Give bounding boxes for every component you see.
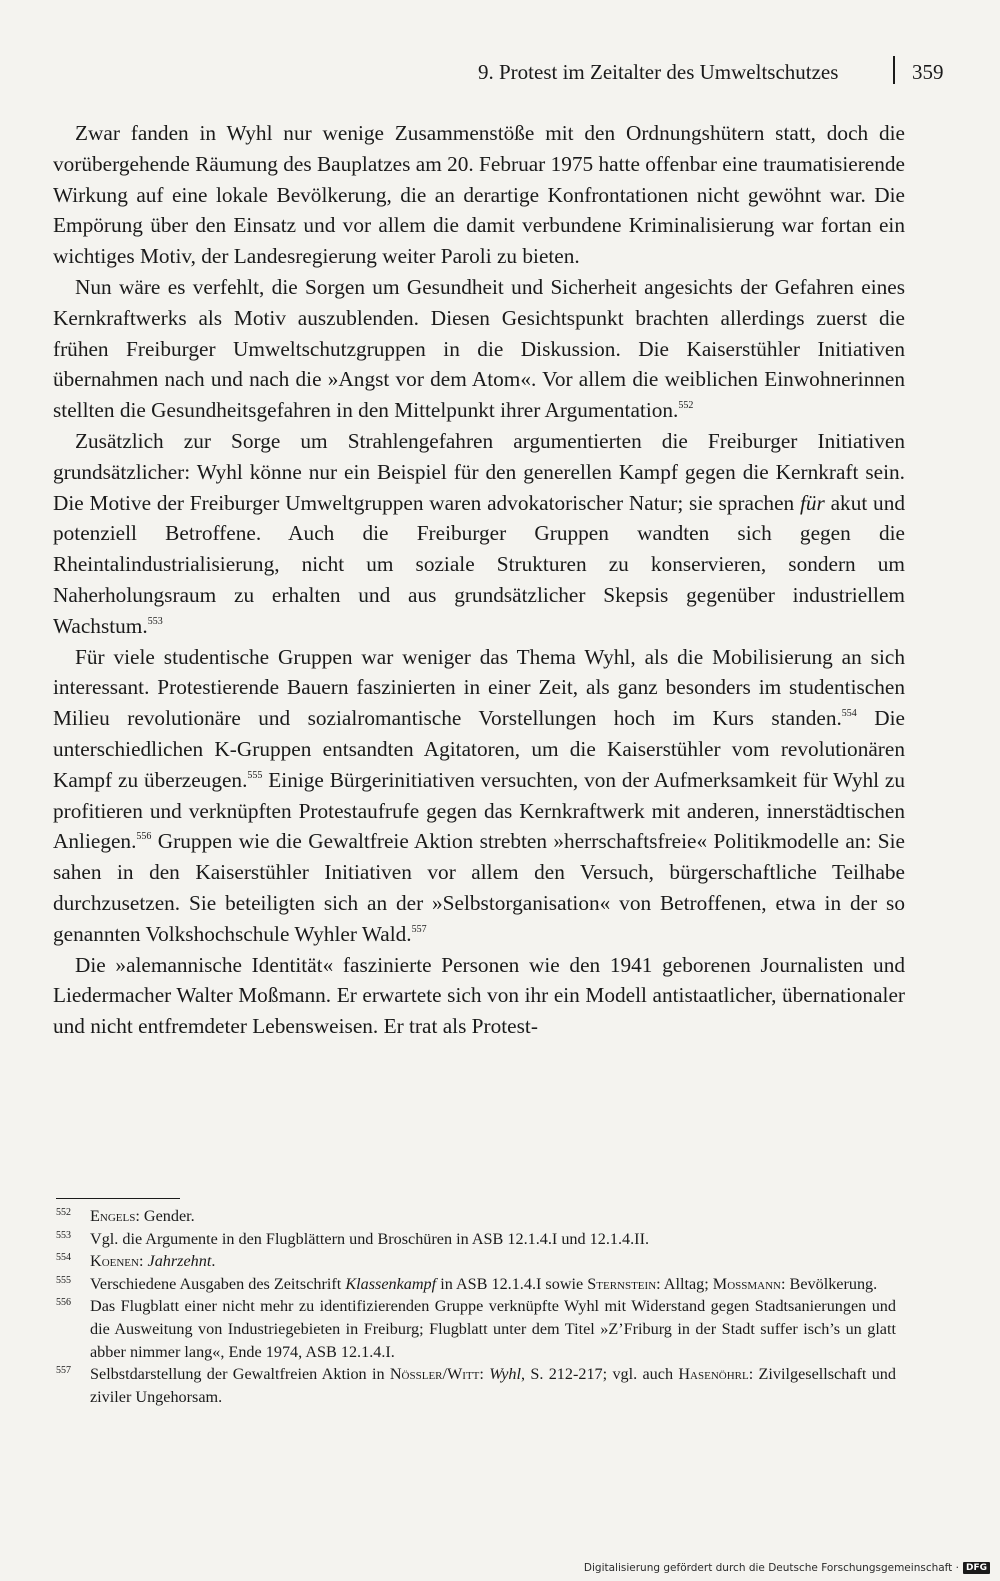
footnote-text: : Alltag; [656, 1274, 713, 1293]
paragraph-5 [53, 950, 905, 1042]
paragraph-1-text: Zwar fanden in Wyhl nur wenige Zusammenstöße mit den Ordnungshütern statt, doch die vorübergehende Räumung des Bauplatzes am 20. Februar 1975 hatte offenbar eine traumatisierende Wirkung auf eine lokale Bevölkerung, die an derartige Konfrontationen nicht gewöhnt war. Die Empörung über den Einsatz und vor allem die damit verbundene Kriminalisierung war fortan ein wichtiges Motiv, der Landesregierung weiter Paroli zu bieten. [53, 121, 905, 269]
footnote-ref-553[interactable]: 553 [147, 615, 163, 627]
footnote-text: Vgl. die Argumente in den Flugblättern und Broschüren in ASB 12.1.4.I und 12.1.4.II. [90, 1229, 650, 1248]
footnote-552 [56, 1205, 896, 1228]
footnote-text: : Zivilgesellschaft und ziviler Ungehorsam. [90, 1365, 896, 1406]
paragraph-5-text: Die »alemannische Identität« faszinierte Personen wie den 1941 geborenen Journalisten und Liedermacher Walter Moßmann. Er erwartete sich von ihr ein Modell antistaatlicher, übernationaler und nicht entfremdeter Lebensweisen. Er trat als Protest- [53, 952, 905, 1039]
paragraph-4-text-a: Für viele studentische Gruppen war weniger das Thema Wyhl, als die Mobilisierung an sich interessant. Protestierende Bauern faszinierten in einer Zeit, als ganz besonders im studentischen Milieu revolutionäre und sozialromantische Vorstellungen hoch im Kurs standen. [53, 644, 905, 731]
footnote-ref-554[interactable]: 554 [841, 708, 857, 720]
digitization-footer [584, 1561, 990, 1575]
author-name: Sternstein [587, 1274, 657, 1293]
paragraph-4-text-c: Einige Bürgerinitiativen versuchten, von der Aufmerksamkeit für Wyhl zu profitieren und verknüpften Protestaufrufe gegen das Kernkraftwerk mit anderen, innerstädtischen Anliegen. [53, 767, 906, 854]
footnote-number: 553 [56, 1229, 71, 1241]
footnote-number: 557 [56, 1365, 71, 1377]
work-title: Jahrzehnt [147, 1252, 212, 1271]
paragraph-4-text-b: Die unterschiedlichen K-Gruppen entsandten Agitatoren, um die Kaiserstühler vom revolutionären Kampf zu überzeugen. [53, 706, 905, 792]
footnote-text: : Gender. [135, 1207, 195, 1225]
dfg-logo: DFG [963, 1562, 990, 1574]
author-name: Nössler/Witt [389, 1365, 480, 1384]
paragraph-3-text-b: akut und potenziell Betroffene. Auch die Freiburger Gruppen wandten sich gegen die Rheintalindustrialisierung, nicht um soziale Strukturen zu konservieren, sondern um Naherholungsraum zu erhalten und aus grundsätzlicher Skepsis gegenüber industriellem Wachstum. [53, 490, 906, 638]
footnote-554 [56, 1250, 896, 1273]
paragraph-1 [53, 118, 905, 272]
emphasis-fuer: für [799, 490, 825, 515]
footnote-text: in ASB 12.1.4.I sowie [436, 1274, 588, 1293]
author-name: Koenen [90, 1252, 139, 1271]
footnote-number: 555 [56, 1274, 71, 1286]
work-title: Klassenkampf [345, 1274, 437, 1293]
footnote-ref-552[interactable]: 552 [678, 400, 694, 412]
footnote-ref-556[interactable]: 556 [136, 831, 152, 843]
footnote-ref-555[interactable]: 555 [247, 769, 263, 781]
author-name: Engels [90, 1207, 136, 1225]
work-title: Wyhl [489, 1365, 521, 1384]
footnote-number: 556 [56, 1297, 71, 1309]
footnote-number: 552 [56, 1207, 71, 1218]
footnote-553 [56, 1228, 896, 1251]
paragraph-2 [53, 272, 905, 426]
footnote-text: , S. 212-217; vgl. auch [520, 1365, 679, 1384]
funding-note: Digitalisierung gefördert durch die Deutsche Forschungsgemeinschaft · [583, 1562, 959, 1574]
footnote-separator: : [138, 1252, 148, 1271]
paragraph-4 [53, 642, 905, 950]
author-name: Mossmann [712, 1274, 781, 1293]
footnote-text: : Bevölkerung. [780, 1274, 878, 1293]
page-number: 359 [912, 60, 944, 84]
footnote-556 [56, 1295, 896, 1363]
footnote-ref-557[interactable]: 557 [411, 923, 427, 935]
paragraph-3-text-a: Zusätzlich zur Sorge um Strahlengefahren argumentierten die Freiburger Initiativen grundsätzlicher: Wyhl könne nur ein Beispiel für den generellen Kampf gegen die Kernkraft sein. Die Motive der Freiburger Umweltgruppen waren advokatorischer Natur; sie sprachen [53, 428, 905, 515]
footnote-text: Selbstdarstellung der Gewaltfreien Aktion in [90, 1365, 390, 1384]
header-separator [893, 56, 895, 84]
paragraph-2-text: Nun wäre es verfehlt, die Sorgen um Gesundheit und Sicherheit angesichts der Gefahren eines Kernkraftwerks als Motiv auszublenden. Diesen Gesichtspunkt brachten allerdings zuerst die frühen Freiburger Umweltschutzgruppen in die Diskussion. Die Kaiserstühler Initiativen übernahmen nach und nach die »Angst vor dem Atom«. Vor allem die weiblichen Einwohnerinnen stellten die Gesundheitsgefahren in den Mittelpunkt ihrer Argumentation. [53, 274, 905, 423]
footnote-557 [56, 1363, 896, 1408]
paragraph-4-text-d: Gruppen wie die Gewaltfreie Aktion strebten »herrschaftsfreie« Politikmodelle an: Sie sahen in den Kaiserstühler Initiativen vor allem den Versuch, bürgerschaftliche Teilhabe durchzusetzen. Sie beteiligten sich an der »Selbstorganisation« von Betroffenen, etwa in der so genannten Volkshochschule Wyhler Wald. [53, 829, 905, 946]
footnote-rule [56, 1198, 180, 1199]
footnote-number: 554 [56, 1252, 71, 1264]
footnotes [56, 1205, 896, 1408]
author-name: Hasenöhrl [678, 1365, 749, 1384]
running-header [470, 56, 960, 88]
footnote-text: : [479, 1365, 490, 1384]
chapter-title: 9. Protest im Zeitalter des Umweltschutzes [478, 60, 839, 84]
footnote-text: Das Flugblatt einer nicht mehr zu identifizierenden Gruppe verknüpfte Wyhl mit Widerstand gegen Stadtsanierungen und die Ausweitung von Industriegebieten in Freiburg; Flugblatt unter dem Titel »Z’Friburg in der Stadt suffer isch’s un glatt abber nimmer lang«, Ende 1974, ASB 12.1.4.I. [90, 1297, 896, 1361]
body-text [53, 118, 905, 1042]
footnote-text: Verschiedene Ausgaben des Zeitschrift [90, 1274, 346, 1293]
footnote-end: . [211, 1252, 216, 1271]
footnote-555 [56, 1273, 896, 1296]
paragraph-3 [53, 426, 905, 642]
